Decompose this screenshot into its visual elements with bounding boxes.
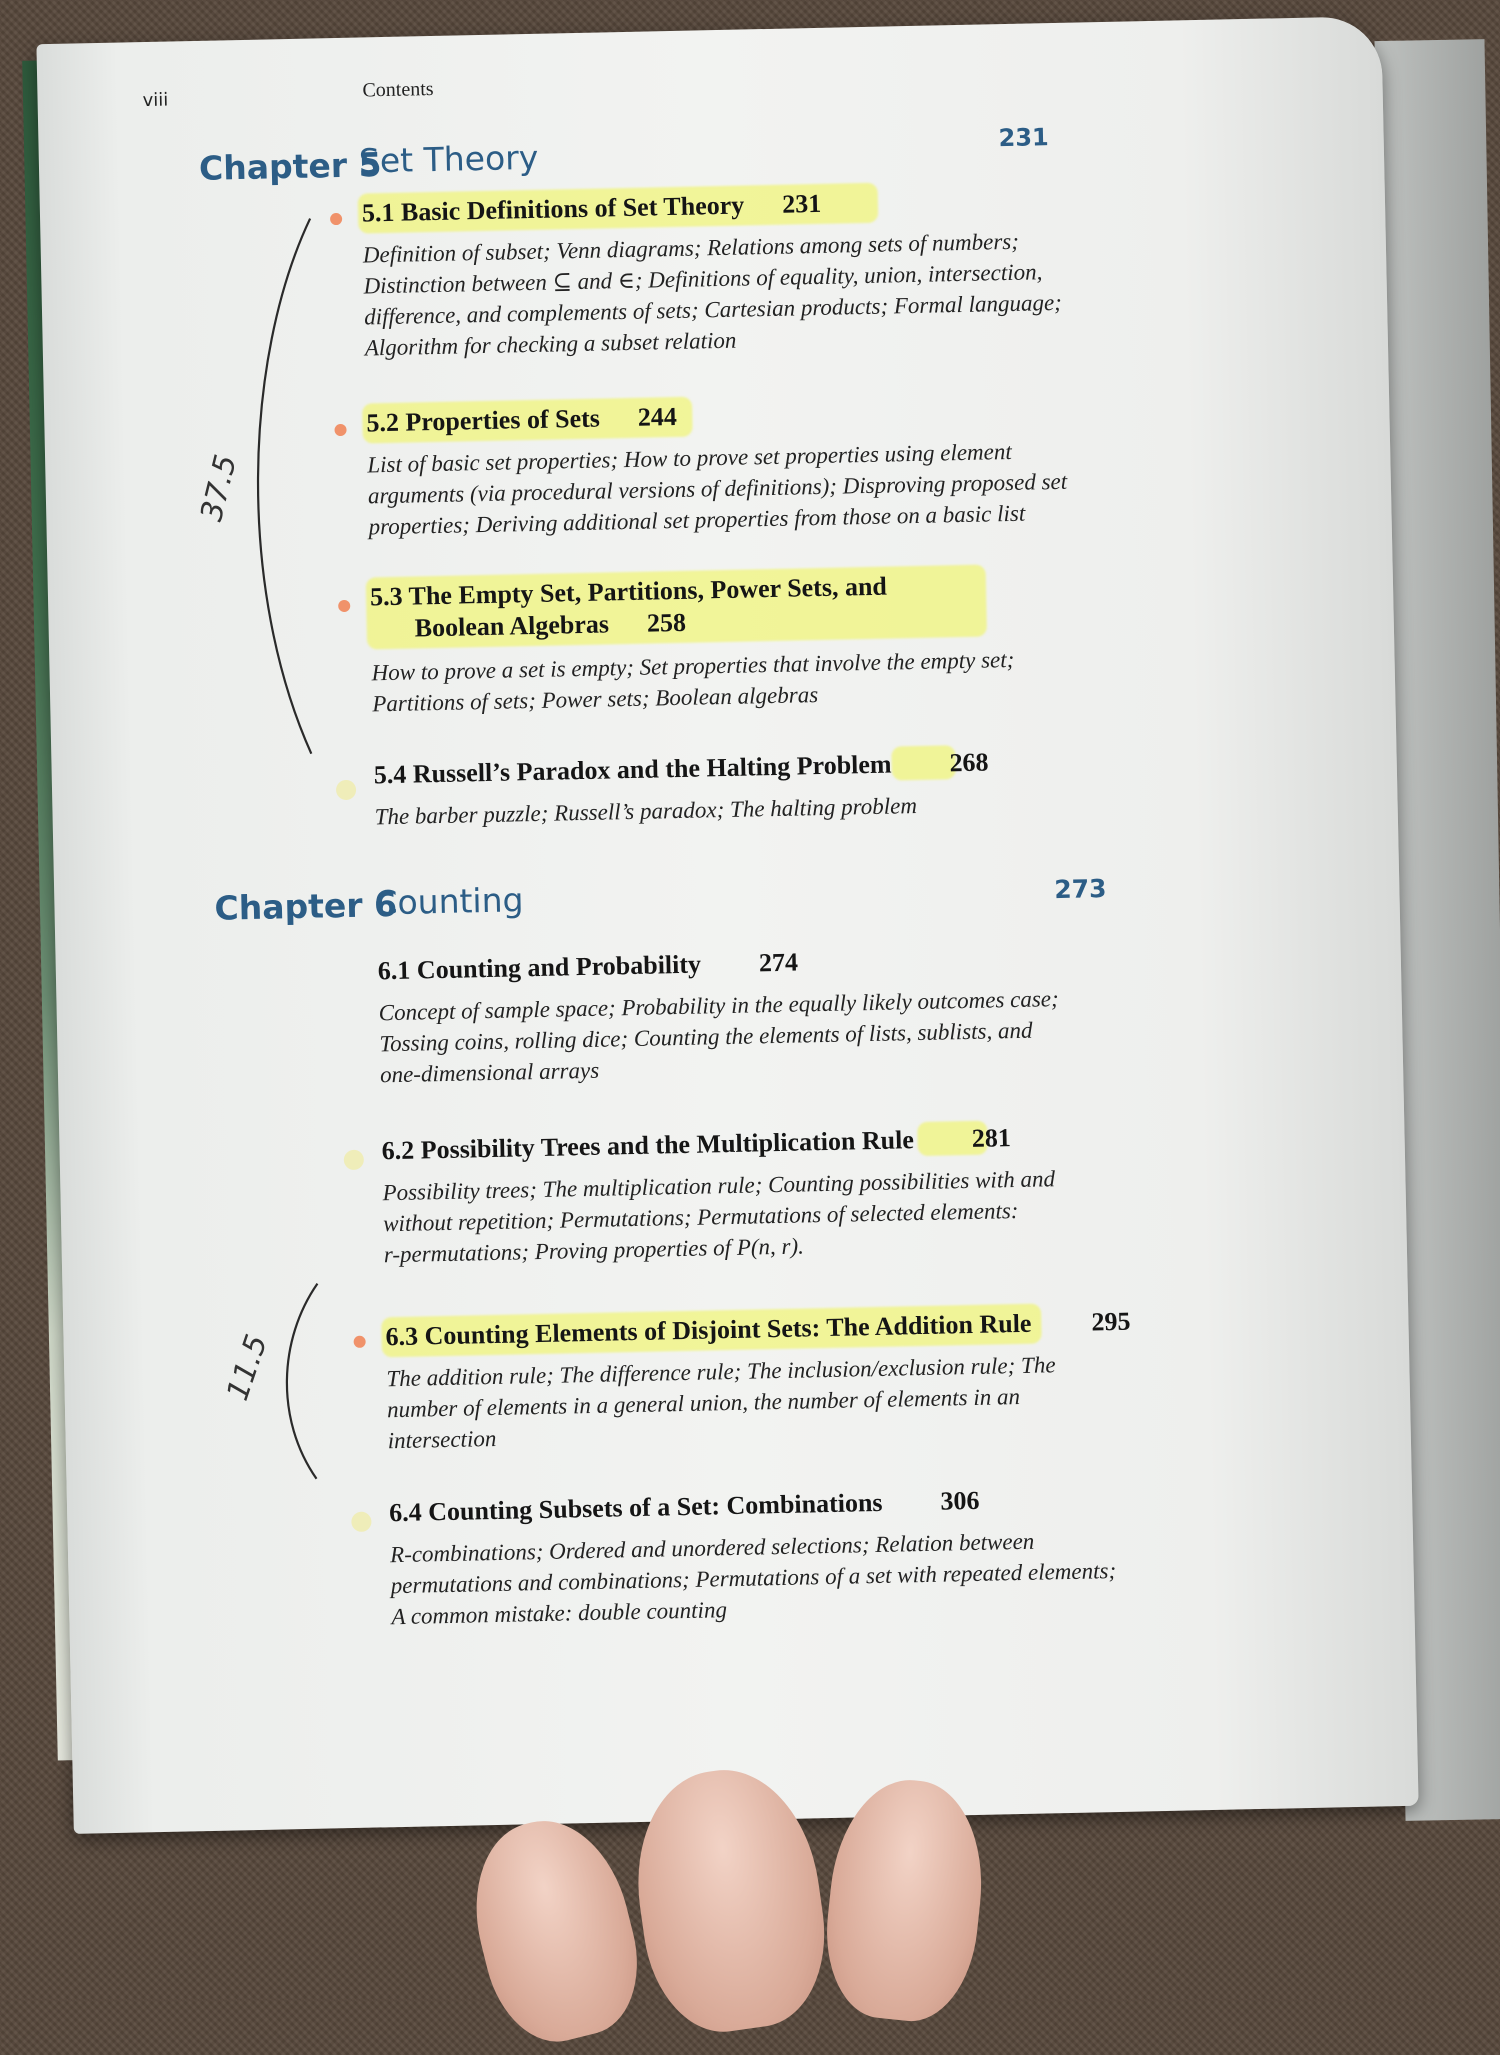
page-number: viii xyxy=(142,89,169,112)
bullet-5-1 xyxy=(330,213,342,225)
section-6-4-title: 6.4 Counting Subsets of a Set: Combinations 306 xyxy=(388,1485,980,1528)
section-5-3-title-cont: Boolean Algebras 258 xyxy=(414,607,687,643)
section-5-2-description: List of basic set properties; How to prove set properties using element arguments (via procedural versions of definitions); Disproving proposed set properties; Deriving additional set properties from those on a basic list xyxy=(367,438,1068,540)
section-6-4-description: R-combinations; Ordered and unordered selections; Relation between permutations and combinations; Permutations of a set with repeated elements; A common mistake: double counting xyxy=(389,1528,1117,1630)
section-6-3-description: The addition rule; The difference rule; The inclusion/exclusion rule; The number of elements in a general union, the number of elements in an intersection xyxy=(386,1352,1056,1454)
section-6-3-title: 6.3 Counting Elements of Disjoint Sets: The Addition Rule 295 xyxy=(385,1306,1131,1352)
section-5-3-page: 258 xyxy=(646,607,687,638)
bullet-5-2 xyxy=(334,424,346,436)
chapter-6-bracket xyxy=(262,1278,336,1489)
section-6-1-page: 274 xyxy=(758,947,799,978)
handwritten-note-ch5: 37.5 xyxy=(194,451,245,525)
book-page xyxy=(36,16,1418,1834)
section-5-4-description: The barber puzzle; Russell’s paradox; The halting problem xyxy=(374,793,918,830)
section-5-1-page: 231 xyxy=(781,188,822,219)
handwritten-page-number: 231 xyxy=(998,123,1049,153)
section-5-2-title: 5.2 Properties of Sets 244 xyxy=(366,401,678,438)
section-6-1-description: Concept of sample space; Probability in the equally likely outcomes case; Tossing coins, rolling dice; Counting the elements of lists, sublists, and one-dimensional arrays xyxy=(378,986,1059,1088)
bullet-6-2 xyxy=(344,1150,364,1170)
chapter-5-label: Chapter 5 xyxy=(198,145,382,188)
chapter-6-page: 273 xyxy=(1054,874,1107,905)
chapter-6-label: Chapter 6 xyxy=(214,884,398,928)
section-6-2-page: 281 xyxy=(971,1123,1012,1153)
chapter-5-bracket xyxy=(230,208,342,770)
section-6-3-page: 295 xyxy=(1091,1306,1131,1337)
bullet-6-3 xyxy=(354,1336,366,1348)
finger-middle xyxy=(456,1805,655,2055)
section-5-3-title: 5.3 The Empty Set, Partitions, Power Sets, and xyxy=(369,571,888,612)
section-6-1-title: 6.1 Counting and Probability 274 xyxy=(377,947,799,986)
handwritten-note-ch6: 11.5 xyxy=(220,1330,275,1405)
bullet-5-4 xyxy=(336,780,356,800)
section-6-2-title: 6.2 Possibility Trees and the Multiplication Rule 281 xyxy=(381,1123,1012,1166)
section-5-4-title: 5.4 Russell’s Paradox and the Halting Problem 268 xyxy=(373,747,989,790)
running-title: Contents xyxy=(362,77,434,102)
section-5-4-page: 268 xyxy=(949,747,989,778)
chapter-5-title: Set Theory xyxy=(358,137,539,181)
section-6-2-description: Possibility trees; The multiplication rule; Counting possibilities with and without repetition; Permutations; Permutations of selected elements: r-permutations; Proving properties of P(n, r). xyxy=(382,1166,1056,1268)
section-6-4-page: 306 xyxy=(940,1485,980,1516)
section-5-2-page: 244 xyxy=(637,401,678,432)
bullet-5-3 xyxy=(338,600,350,612)
section-5-1-description: Definition of subset; Venn diagrams; Relations among sets of numbers; Distinction between ⊆ and ∈; Definitions of equality, union, intersection, difference, and complements of sets; Cartesian products; Formal language; Algorithm for checking a subset relation xyxy=(362,228,1063,361)
chapter-6-title: Counting xyxy=(374,880,524,923)
bullet-6-4 xyxy=(351,1512,371,1532)
section-5-1-title: 5.1 Basic Definitions of Set Theory 231 xyxy=(361,188,822,228)
section-5-3-description: How to prove a set is empty; Set properties that involve the empty set; Partitions of sets; Power sets; Boolean algebras xyxy=(371,646,1015,717)
